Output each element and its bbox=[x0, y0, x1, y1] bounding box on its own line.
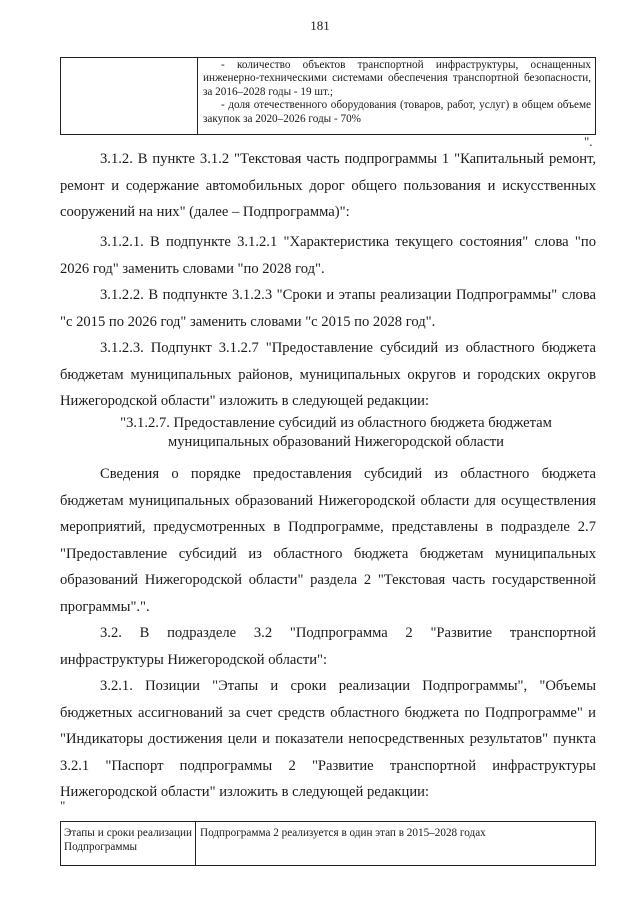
opening-quote: " bbox=[60, 798, 66, 813]
section-heading: "3.1.2.7. Предоставление субсидий из областного бюджета бюджетам муниципальных образований Нижегородской области bbox=[120, 415, 552, 450]
passport-value-cell: Подпрограмма 2 реализуется в один этап в 2015–2028 годах bbox=[196, 822, 596, 866]
paragraph-subsidies-info: Сведения о порядке предоставления субсидий из областного бюджета бюджетам муниципальных образований Нижегородской области для осуществления мероприятий, предусмотренных в Подпрограмме, представлены в подразделе 2.7 "Предоставление субсидий из областного бюджета бюджетам муниципальных образований Нижегородской области" раздела 2 "Текстовая часть государственной программы".". bbox=[60, 466, 596, 615]
indicator-item: - количество объектов транспортной инфраструктуры, оснащенных инженерно-техническими системами обеспечения транспортной безопасности, за 2016–2028 годы - 19 шт.; bbox=[203, 59, 591, 98]
table-row bbox=[61, 58, 596, 135]
page-number: 181 bbox=[310, 18, 330, 33]
table-value-cell bbox=[198, 58, 596, 135]
table-label-cell bbox=[61, 58, 198, 135]
continued-table bbox=[60, 57, 596, 135]
paragraph-3-1-2: 3.1.2. В пункте 3.1.2 "Текстовая часть подпрограммы 1 "Капитальный ремонт, ремонт и содержание автомобильных дорог общего пользования и искусственных сооружений на них" (далее – Подпрограмма)": bbox=[60, 151, 596, 220]
passport-label-cell: Этапы и сроки реализации Подпрограммы bbox=[61, 822, 196, 866]
paragraph-3-1-2-3: 3.1.2.3. Подпункт 3.1.2.7 "Предоставление субсидий из областного бюджета бюджетам муниципальных районов, муниципальных округов и городских округов Нижегородской области" изложить в следующей редакции: bbox=[60, 340, 596, 409]
passport-table bbox=[60, 821, 596, 866]
indicator-item: - доля отечественного оборудования (товаров, работ, услуг) в общем объеме закупок за 2020–2026 годы - 70% bbox=[203, 99, 591, 125]
paragraph-3-1-2-2: 3.1.2.2. В подпункте 3.1.2.3 "Сроки и этапы реализации Подпрограммы" слова "с 2015 по 2026 год" заменить словами "с 2015 по 2028 год". bbox=[60, 287, 596, 330]
table-row bbox=[61, 822, 596, 866]
closing-quote: ". bbox=[584, 134, 593, 149]
paragraph-3-2-1: 3.2.1. Позиции "Этапы и сроки реализации Подпрограммы", "Объемы бюджетных ассигнований за счет средств областного бюджета по Подпрограмме" и "Индикаторы достижения цели и показатели непосредственных результатов" пункта 3.2.1 "Паспорт подпрограммы 2 "Развитие транспортной инфраструктуры Нижегородской области" изложить в следующей редакции: bbox=[60, 678, 596, 800]
paragraph-3-1-2-1: 3.1.2.1. В подпункте 3.1.2.1 "Характеристика текущего состояния" слова "по 2026 год" заменить словами "по 2028 год". bbox=[60, 234, 596, 277]
paragraph-3-2: 3.2. В подразделе 3.2 "Подпрограмма 2 "Развитие транспортной инфраструктуры Нижегородской области": bbox=[60, 625, 596, 668]
